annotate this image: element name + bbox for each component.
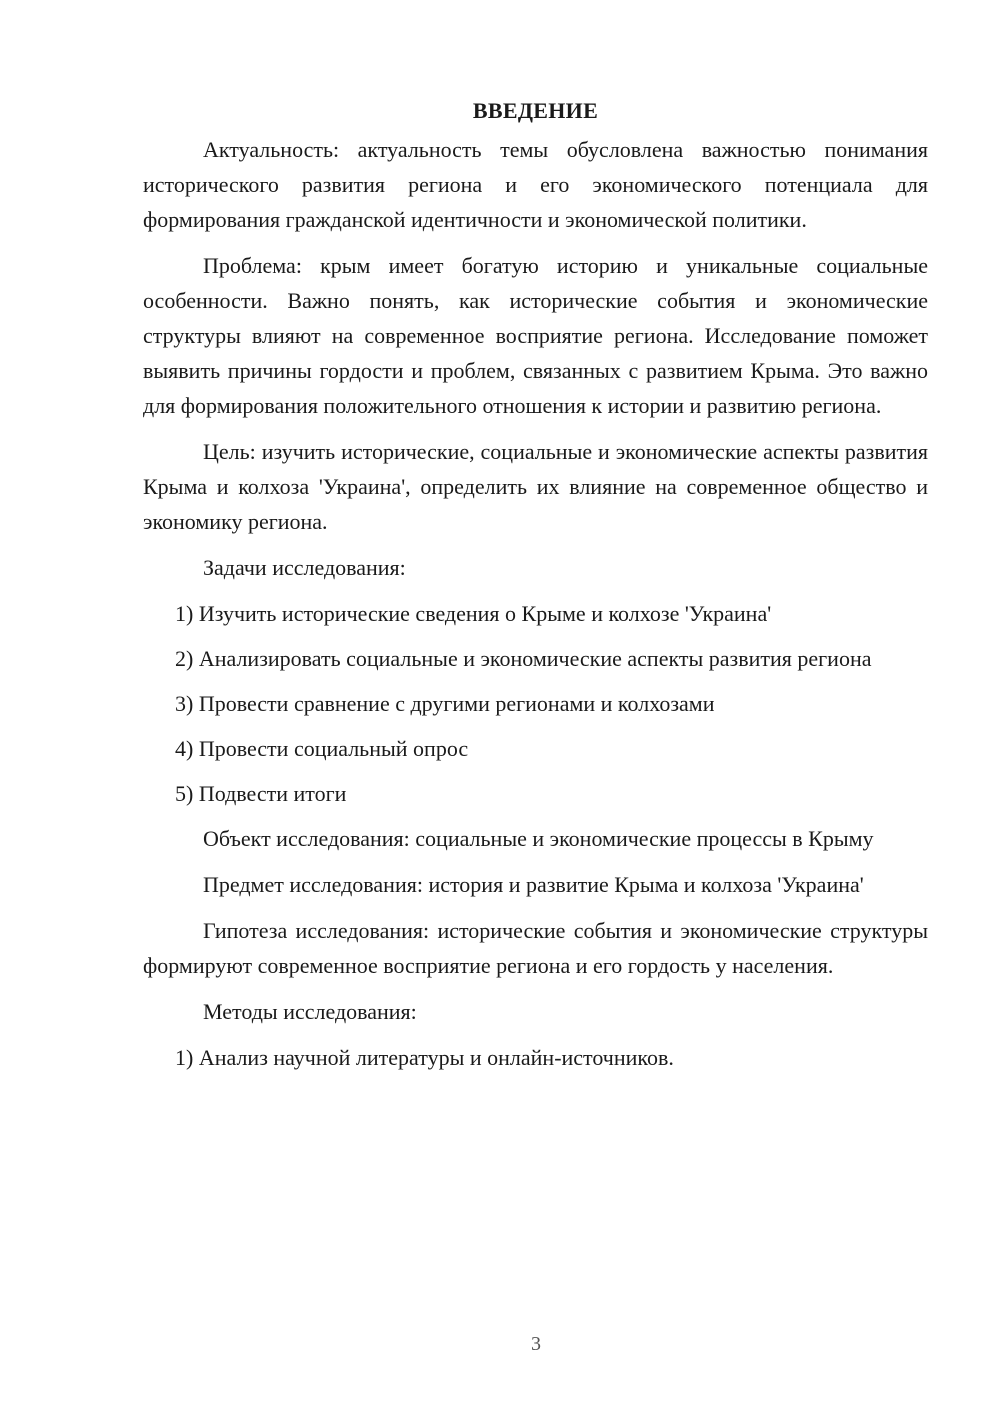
methods-heading: Методы исследования: [203,999,417,1024]
hypothesis-paragraph: Гипотеза исследования: исторические события и экономические структуры формируют современное восприятие региона и его гордость у населения. [143,918,928,978]
task-item-4: 4) Провести социальный опрос [175,736,469,761]
goal-paragraph: Цель: изучить исторические, социальные и экономические аспекты развития Крыма и колхоза 'Украина', определить их влияние на современное общество и экономику региона. [143,439,928,534]
problem-paragraph: Проблема: крым имеет богатую историю и уникальные социальные особенности. Важно понять, как исторические события и экономические структуры влияют на современное восприятие региона. Исследование поможет выявить причины гордости и проблем, связанных с развитием Крыма. Это важно для формирования положительного отношения к истории и развитию региона. [143,253,928,418]
task-item-5: 5) Подвести итоги [175,781,347,806]
tasks-heading: Задачи исследования: [203,555,406,580]
section-heading: ВВЕДЕНИЕ [472,98,599,123]
subject-paragraph: Предмет исследования: история и развитие Крыма и колхоза 'Украина' [203,872,864,897]
task-item-3: 3) Провести сравнение с другими регионами и колхозами [175,691,715,716]
relevance-paragraph: Актуальность: актуальность темы обусловлена важностью понимания исторического развития региона и его экономического потенциала для формирования гражданской идентичности и экономической политики. [143,137,928,232]
object-paragraph: Объект исследования: социальные и экономические процессы в Крыму [203,826,874,851]
task-item-1: 1) Изучить исторические сведения о Крыме и колхозе 'Украина' [175,601,772,626]
document-page [143,96,928,1085]
method-item-1: 1) Анализ научной литературы и онлайн-источников. [175,1045,674,1070]
task-item-2: 2) Анализировать социальные и экономические аспекты развития региона [175,646,872,671]
page-number: 3 [531,1333,541,1355]
